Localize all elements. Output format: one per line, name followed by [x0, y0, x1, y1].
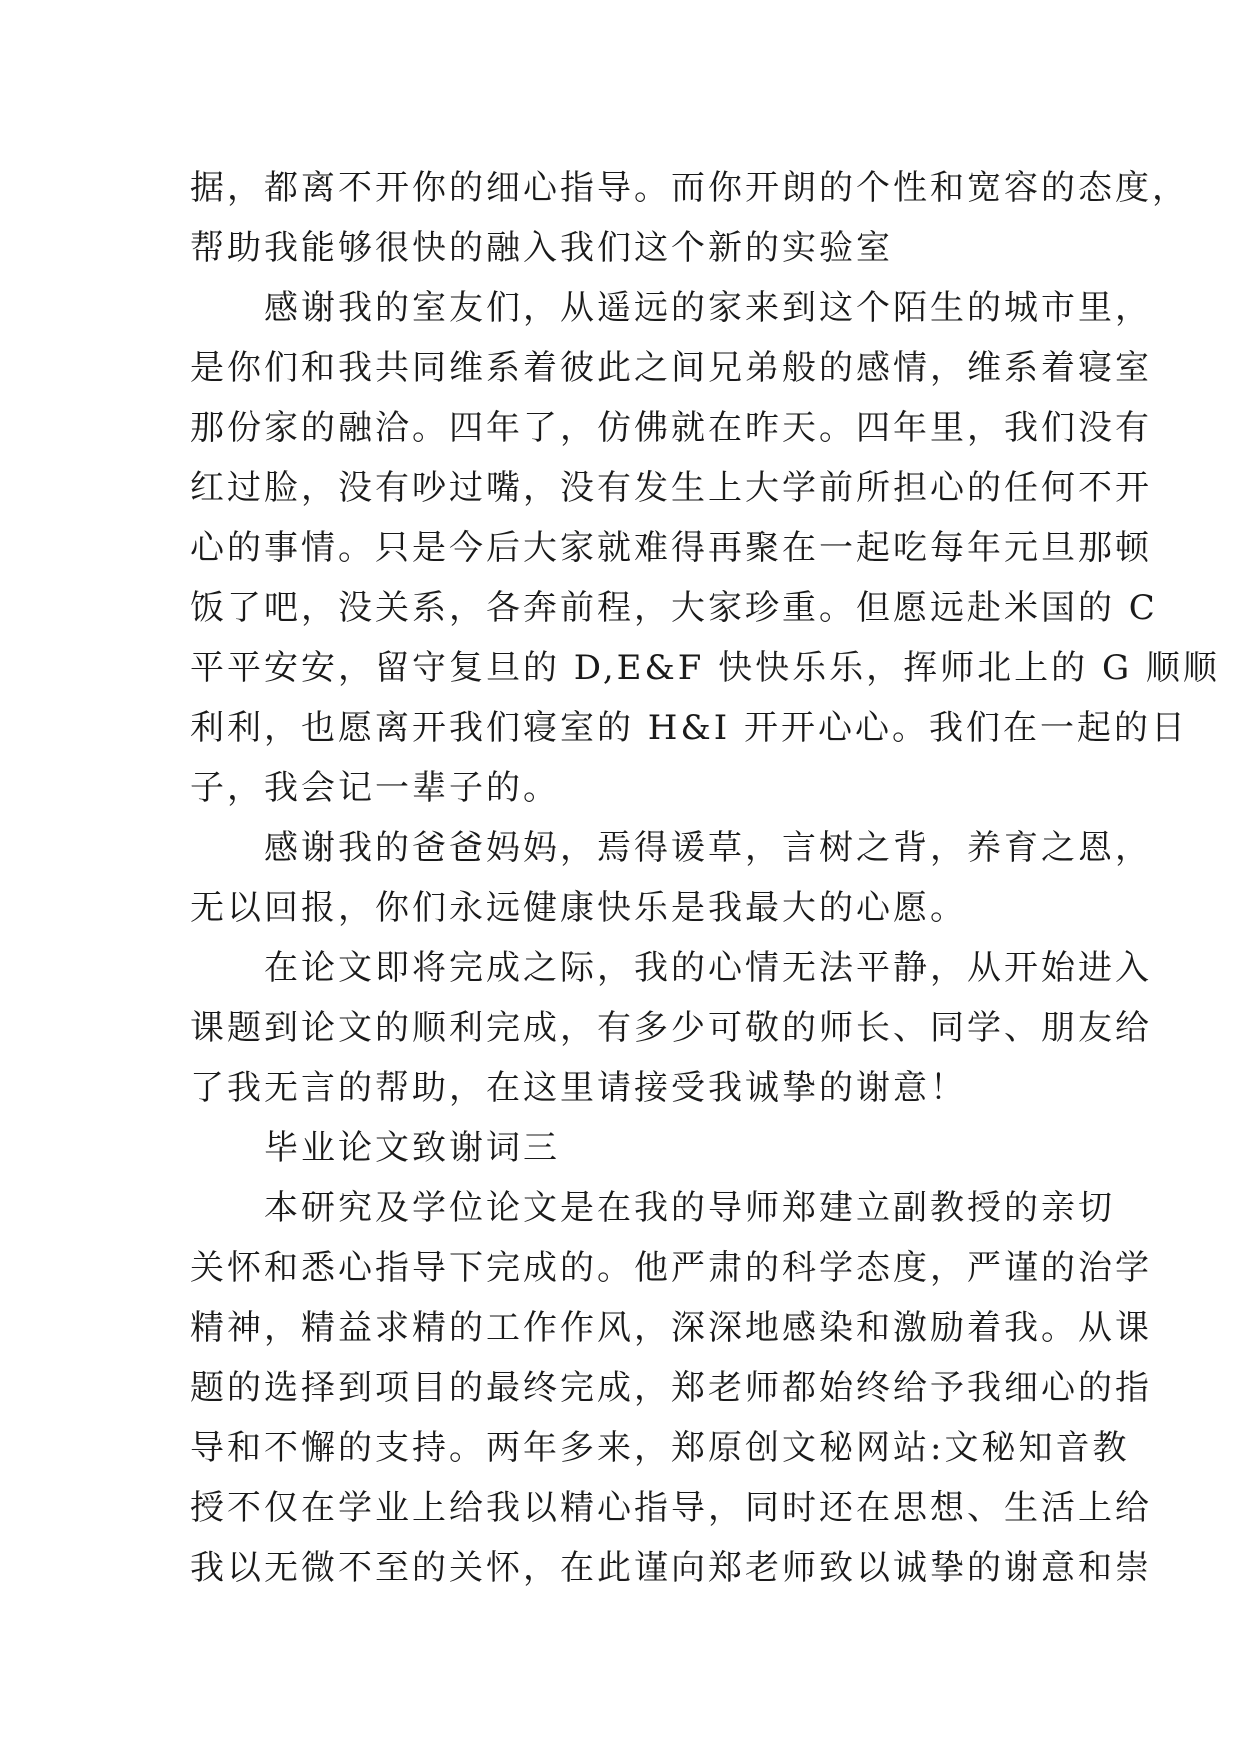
text-line: 精神，精益求精的工作作风，深深地感染和激励着我。从课	[190, 1308, 1152, 1348]
text-line: 利利，也愿离开我们寝室的 H&I 开开心心。我们在一起的日	[190, 708, 1188, 748]
text-line: 据，都离不开你的细心指导。而你开朗的个性和宽容的态度，	[190, 168, 1189, 208]
text-line: 在论文即将完成之际，我的心情无法平静，从开始进入	[264, 948, 1152, 988]
text-line: 我以无微不至的关怀，在此谨向郑老师致以诚挚的谢意和崇	[190, 1548, 1152, 1588]
text-line: 感谢我的爸爸妈妈，焉得谖草，言树之背，养育之恩，	[264, 828, 1152, 868]
text-line: 导和不懈的支持。两年多来，郑原创文秘网站:文秘知音教	[190, 1428, 1130, 1468]
text-line: 毕业论文致谢词三	[264, 1128, 560, 1168]
text-line: 那份家的融洽。四年了，仿佛就在昨天。四年里，我们没有	[190, 408, 1152, 448]
text-line: 心的事情。只是今后大家就难得再聚在一起吃每年元旦那顿	[190, 528, 1152, 568]
text-line: 课题到论文的顺利完成，有多少可敬的师长、同学、朋友给	[190, 1008, 1152, 1048]
text-line: 了我无言的帮助，在这里请接受我诚挚的谢意！	[190, 1068, 967, 1108]
text-line: 无以回报，你们永远健康快乐是我最大的心愿。	[190, 888, 967, 928]
document-body	[190, 158, 1220, 1598]
text-line: 是你们和我共同维系着彼此之间兄弟般的感情，维系着寝室	[190, 348, 1152, 388]
text-line: 红过脸，没有吵过嘴，没有发生上大学前所担心的任何不开	[190, 468, 1152, 508]
text-line: 关怀和悉心指导下完成的。他严肃的科学态度，严谨的治学	[190, 1248, 1152, 1288]
text-line: 感谢我的室友们，从遥远的家来到这个陌生的城市里，	[264, 288, 1152, 328]
text-line: 平平安安，留守复旦的 D,E&F 快快乐乐，挥师北上的 G 顺顺	[190, 648, 1220, 688]
text-line: 本研究及学位论文是在我的导师郑建立副教授的亲切	[264, 1188, 1115, 1228]
text-line: 子，我会记一辈子的。	[190, 768, 560, 808]
text-line: 授不仅在学业上给我以精心指导，同时还在思想、生活上给	[190, 1488, 1152, 1528]
text-line: 饭了吧，没关系，各奔前程，大家珍重。但愿远赴米国的 C	[190, 588, 1158, 628]
text-line: 题的选择到项目的最终完成，郑老师都始终给予我细心的指	[190, 1368, 1152, 1408]
text-line: 帮助我能够很快的融入我们这个新的实验室	[190, 228, 893, 268]
